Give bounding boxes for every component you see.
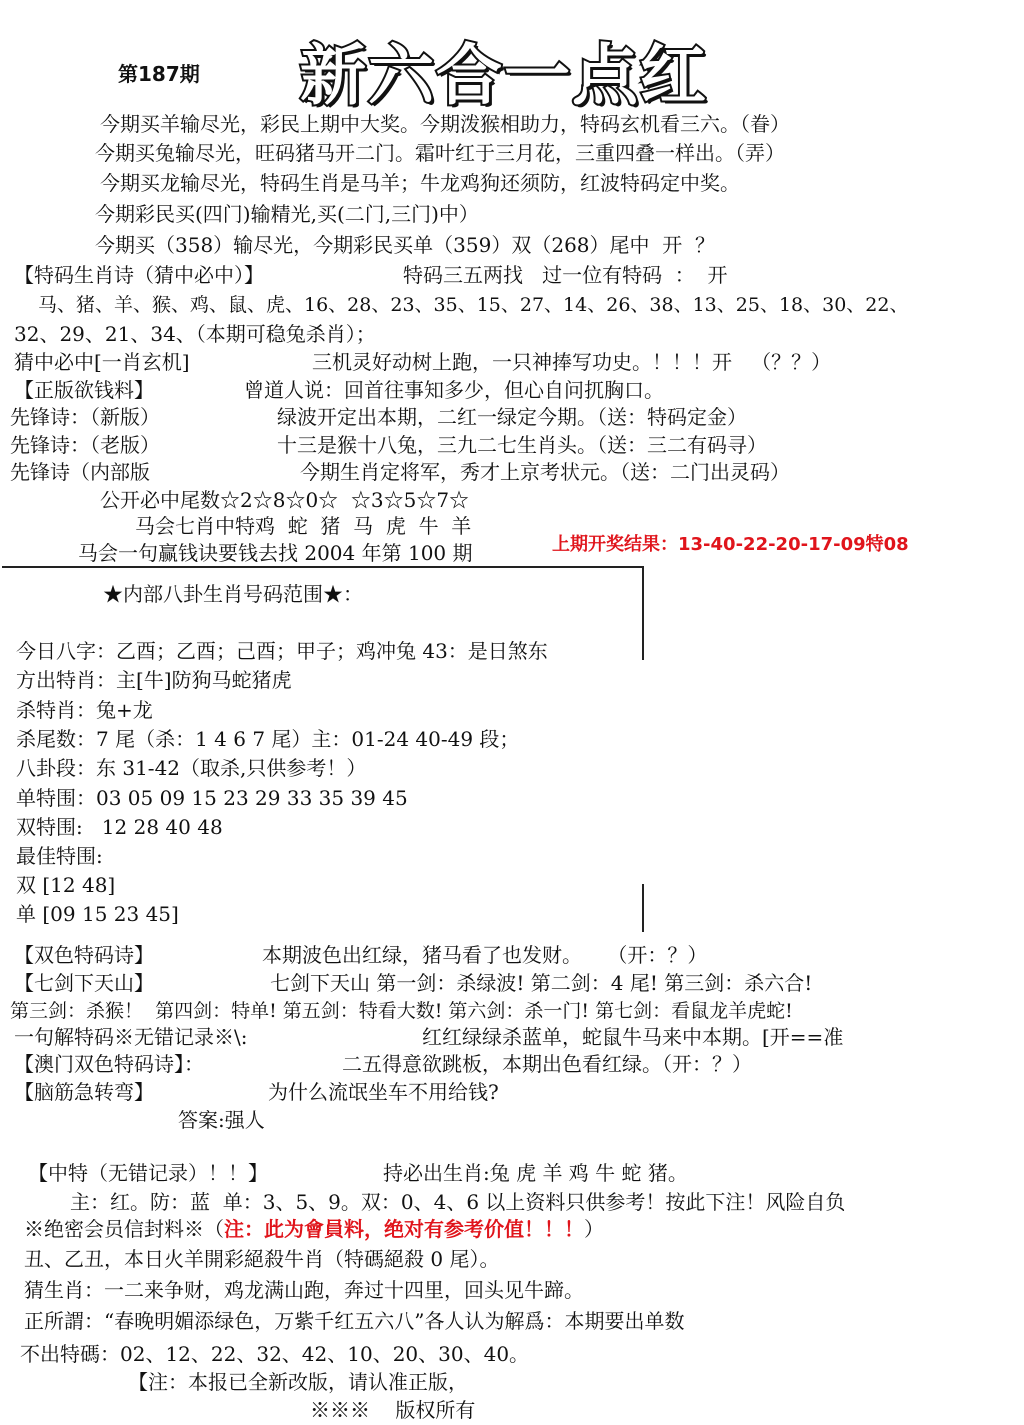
yiju-text: 红红绿绿杀蓝单，蛇鼠牛马来中本期。[开==准	[422, 1025, 844, 1049]
bagua-line: 八卦段：东 31-42（取杀,只供参考！）	[16, 756, 367, 780]
footer-notice: 【注：本报已全新改版，请认准正版，	[128, 1370, 468, 1394]
bottom-line: 猜生肖：一二来争财，鸡龙满山跑，奔过十四里，回头见牛蹄。	[24, 1278, 584, 1302]
xianfeng-text: 十三是猴十八兔，三九二七生肖头。（送：三二有码寻）	[277, 433, 767, 457]
seven-zodiac: 马会七肖中特鸡 蛇 猪 马 虎 牛 羊	[135, 514, 472, 538]
bottom-line: 丑、乙丑，本日火羊開彩絕殺牛肖（特碼絕殺 0 尾）。	[24, 1247, 500, 1271]
bagua-line: 杀尾数：7 尾（杀：1 4 6 7 尾）主：01-24 40-49 段；	[16, 727, 520, 751]
one-sentence: 马会一句赢钱诀要钱去找 2004 年第 100 期	[78, 541, 473, 565]
xianfeng-label: 先锋诗：（新版）	[10, 405, 160, 429]
xianfeng-text: 今期生肖定将军，秀才上京考状元。（送：二门出灵码）	[300, 460, 790, 484]
bagua-line: 杀特肖：兔+龙	[16, 698, 153, 722]
bagua-line: 方出特肖：主[牛]防狗马蛇猪虎	[16, 668, 292, 692]
intro-line: 今期买（358）输尽光，今期彩民买单（359）双（268）尾中 开 ？	[95, 233, 715, 257]
poem-numbers: 马、猪、羊、猴、鸡、鼠、虎、16、28、23、35、15、27、14、26、38、13、25、18、30、22、	[38, 294, 909, 316]
brain-question: 为什么流氓坐车不用给钱?	[268, 1080, 499, 1104]
poem-label: 【特码生肖诗（猜中必中）】	[14, 263, 264, 287]
intro-line: 今期彩民买(四门)输精光,买(二门,三门)中）	[95, 202, 479, 226]
bagua-line: 单特围：03 05 09 15 23 29 33 35 39 45	[16, 786, 408, 810]
xianfeng-text: 绿波开定出本期，二红一绿定今期。（送：特码定金）	[277, 405, 747, 429]
intro-line: 今期买羊输尽光，彩民上期中大奖。今期泼猴相助力，特码玄机看三六。（眷）	[100, 112, 790, 136]
bagua-line: 最佳特围:	[16, 844, 103, 868]
bagua-line: 今日八字：乙酉；乙酉；己酉；甲子；鸡冲兔 43：是日煞东	[16, 639, 548, 663]
poem-text: 特码三五两找 过一位有特码 ： 开	[403, 263, 728, 287]
footer-copyright: ※※※ 版权所有	[310, 1398, 476, 1422]
zhengban-label: 【正版欲钱料】	[14, 378, 154, 402]
xianfeng-label: 先锋诗：（老版）	[10, 433, 160, 457]
brain-label: 【脑筋急转弯】	[14, 1080, 154, 1104]
member-label-text: ※绝密会员信封料※（	[24, 1217, 224, 1241]
brain-answer: 答案:强人	[178, 1108, 265, 1132]
issue-number: 第187期	[118, 62, 200, 86]
zhongte-label: 【中特（无错记录）！！】	[28, 1161, 268, 1185]
member-note: 注：此为會員料，绝对有参考价值！！！	[224, 1217, 584, 1241]
yiju-label: 一句解特码※无错记录※\:	[14, 1025, 248, 1049]
bagua-line: 单 [09 15 23 45]	[16, 902, 179, 926]
section-text: 本期波色出红绿，猪马看了也发财。 （开：？）	[262, 943, 708, 967]
bottom-line: 正所謂：“春晚明媚添绿色，万紫千红五六八”各人认为解爲：本期要出单数	[24, 1309, 685, 1333]
xuanji-text: 三机灵好动树上跑，一只神捧写功史。！！！开 （？？）	[312, 350, 832, 374]
last-result: 上期开奖结果：13-40-22-20-17-09特08	[552, 534, 909, 555]
zhongte-text: 持必出生肖:兔 虎 羊 鸡 牛 蛇 猪。	[383, 1161, 688, 1185]
macau-text: 二五得意欲跳板，本期出色看红绿。（开：？）	[342, 1052, 752, 1076]
section-text: 七剑下天山 第一剑：杀绿波! 第二剑：4 尾! 第三剑：杀六合!	[270, 971, 813, 995]
bagua-line: 双特围: 12 28 40 48	[16, 815, 223, 839]
newspaper-title: 新六合一点红	[300, 37, 708, 114]
section-label: 【双色特码诗】	[14, 943, 154, 967]
poem-numbers: 32、29、21、34、（本期可稳兔杀肖）；	[14, 322, 376, 346]
xianfeng-label: 先锋诗（内部版	[10, 460, 150, 484]
zhengban-text: 曾道人说：回首往事知多少，但心自问扤胸口。	[244, 378, 664, 402]
member-label	[24, 1217, 604, 1241]
member-close: ）	[584, 1217, 604, 1241]
bottom-line: 不出特碼：02、12、22、32、42、10、20、30、40。	[20, 1342, 530, 1366]
sword-line: 第三剑：杀猴！ 第四剑：特单! 第五剑：特看大数! 第六剑：杀一门! 第七剑：看鼠龙羊虎蛇!	[10, 1000, 793, 1022]
tail-numbers: 公开必中尾数☆2☆8☆0☆ ☆3☆5☆7☆	[100, 488, 470, 512]
bagua-title: ★内部八卦生肖号码范围★：	[103, 582, 363, 606]
zhongte-detail: 主：红。防：蓝 单：3、5、9。双：0、4、6 以上资料只供参考！按此下注！风险自负	[70, 1190, 846, 1214]
section-label: 【七剑下天山】	[14, 971, 154, 995]
xuanji-label: 猜中必中[一肖玄机]	[14, 350, 190, 374]
macau-label: 【澳门双色特码诗】：	[14, 1052, 204, 1076]
intro-line: 今期买兔输尽光，旺码猪马开二门。霜叶红于三月花，三重四叠一样出。（弄）	[95, 141, 785, 165]
bagua-line: 双 [12 48]	[16, 873, 116, 897]
intro-line: 今期买龙输尽光，特码生肖是马羊；牛龙鸡狗还须防，红波特码定中奖。	[100, 171, 740, 195]
